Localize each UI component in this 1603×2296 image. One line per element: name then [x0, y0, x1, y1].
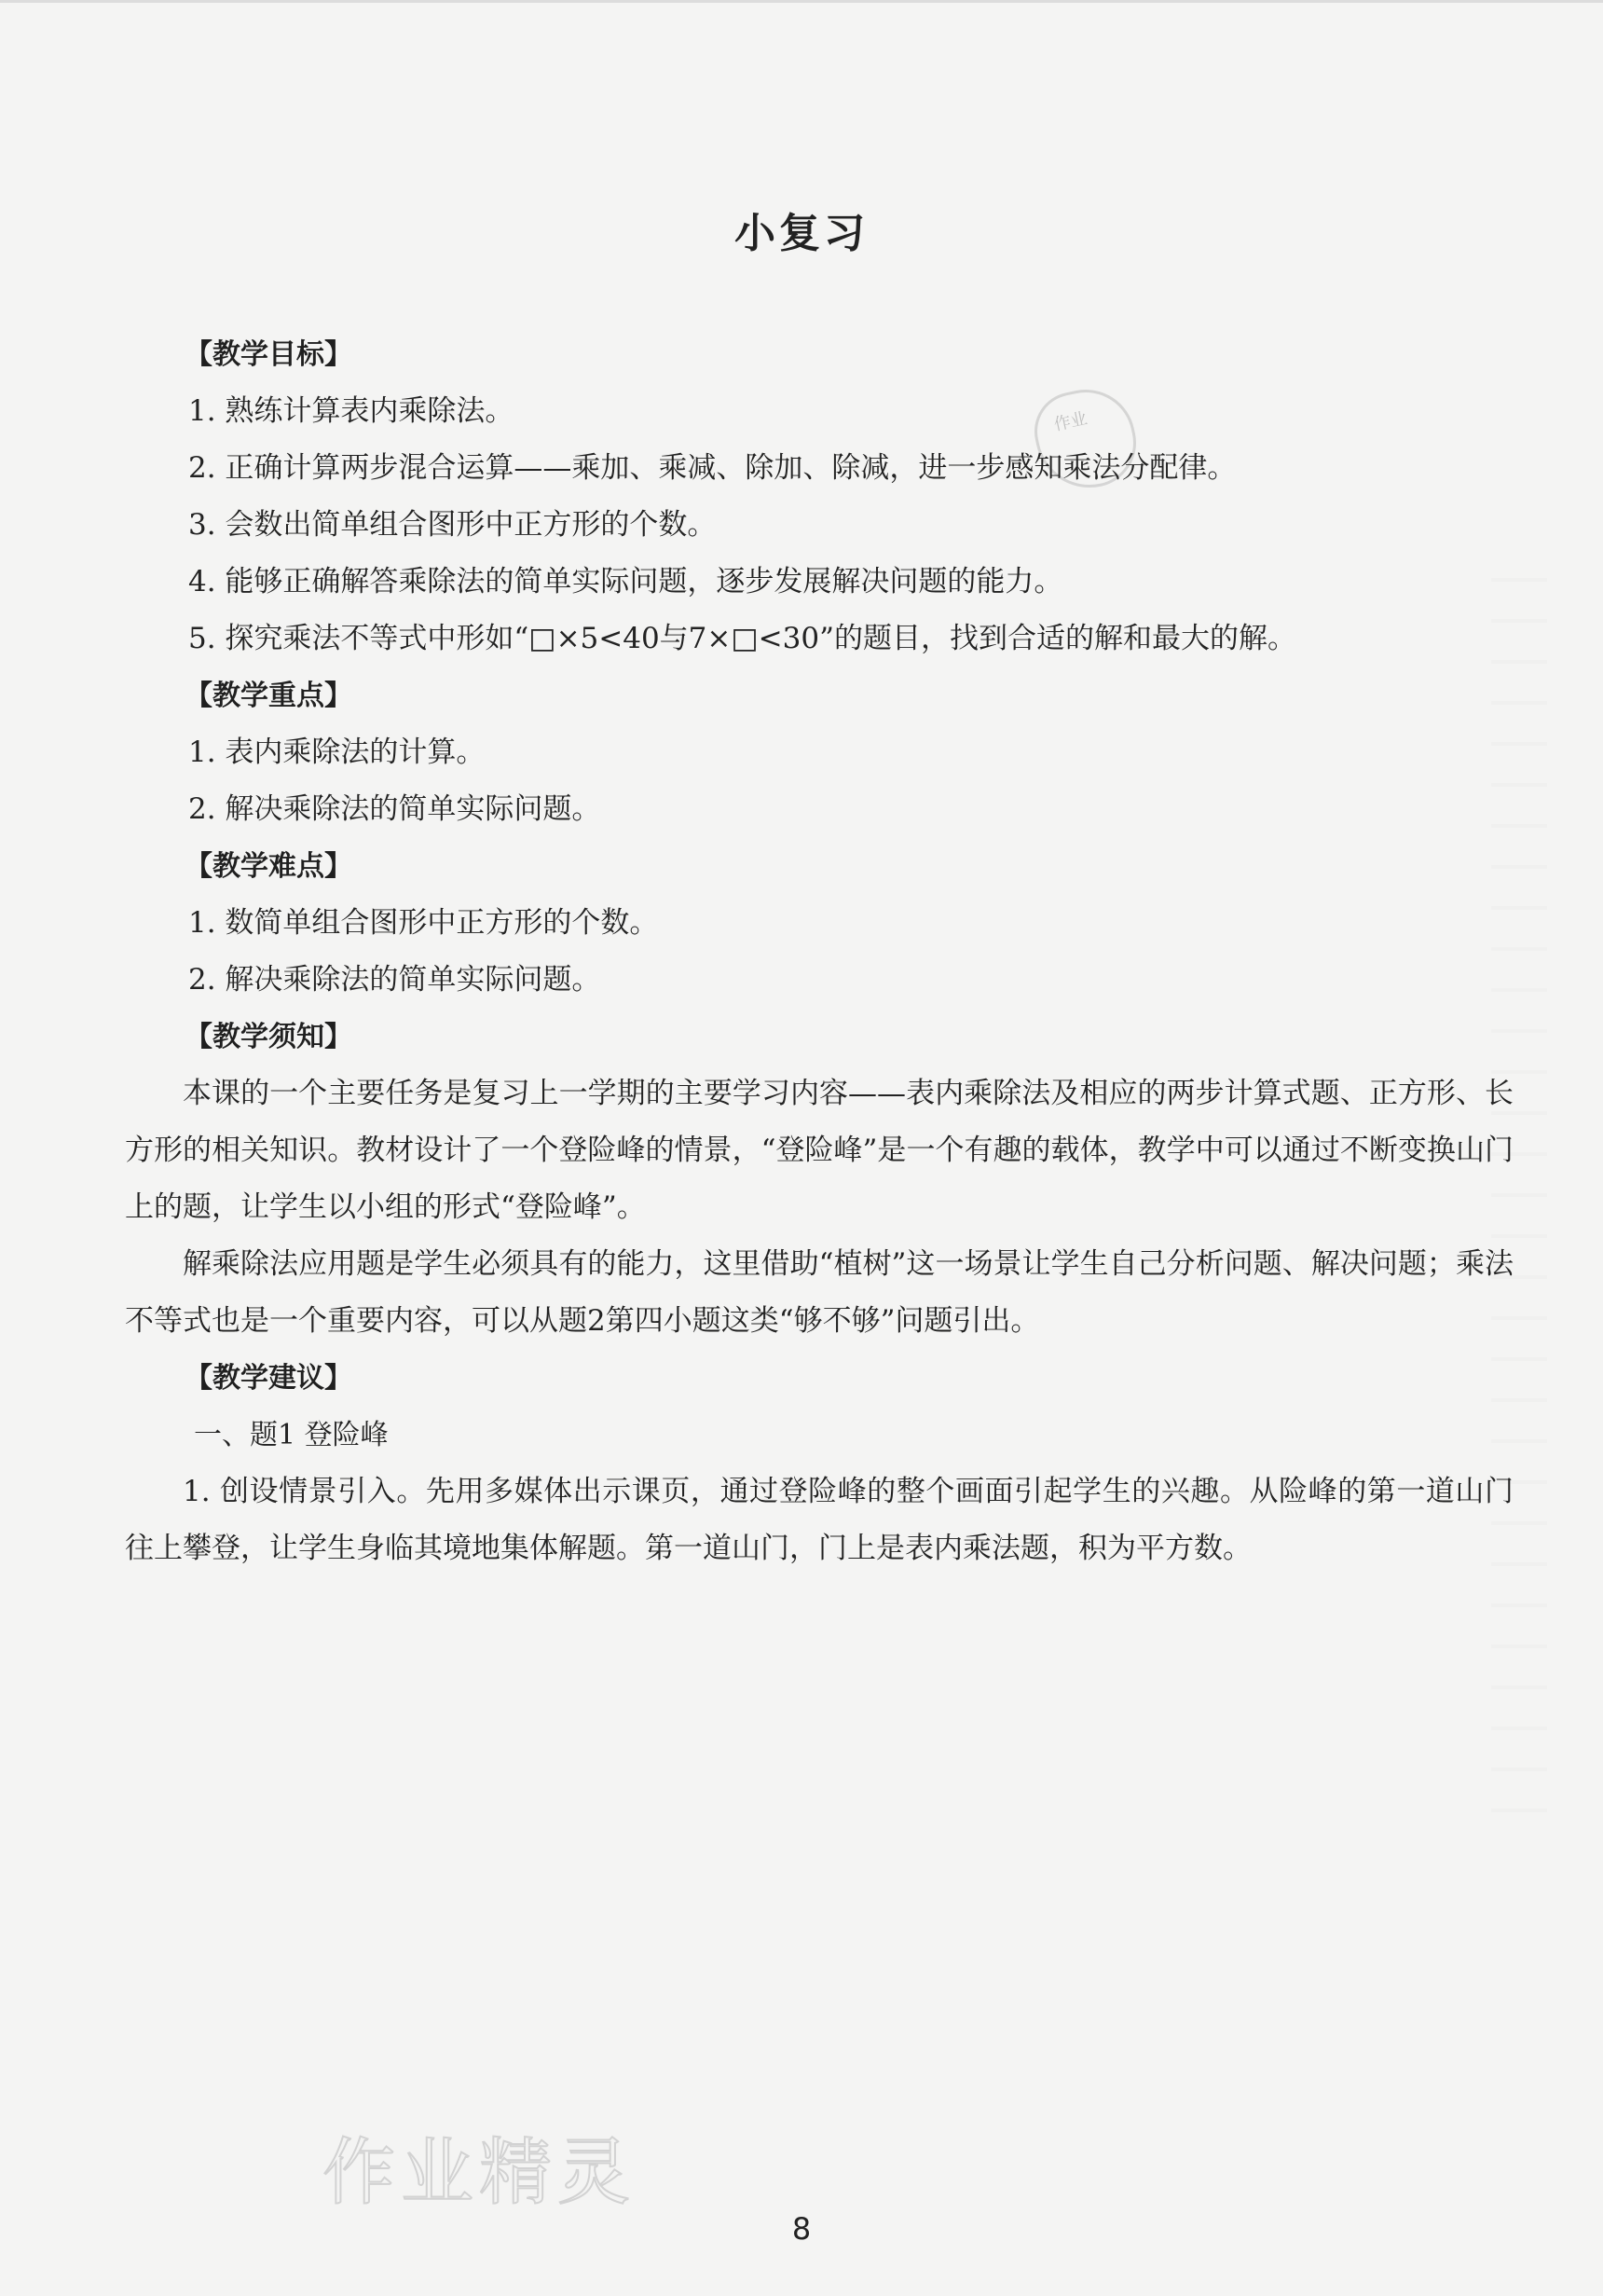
difficulty-item: 2. 解决乘除法的简单实际问题。	[188, 963, 601, 997]
notes-paragraph: 解乘除法应用题是学生必须具有的能力，这里借助“植树”这一场景让学生自己分析问题、解决问题；乘法不等式也是一个重要内容，可以从题2第四小题这类“够不够”问题引出。	[125, 1247, 1514, 1338]
heading-suggestions: 【教学建议】	[185, 1362, 352, 1395]
objective-item: 3. 会数出简单组合图形中正方形的个数。	[188, 508, 717, 542]
objective-item: 4. 能够正确解答乘除法的简单实际问题，逐步发展解决问题的能力。	[188, 565, 1063, 598]
watermark-stamp-label: 作业	[1052, 408, 1089, 435]
objective-item: 1. 熟练计算表内乘除法。	[188, 394, 514, 428]
heading-key-points: 【教学重点】	[185, 680, 352, 712]
suggestion-paragraph: 1. 创设情景引入。先用多媒体出示课页，通过登险峰的整个画面引起学生的兴趣。从险峰的第一道山门往上攀登，让学生身临其境地集体解题。第一道山门，门上是表内乘法题，积为平方数。	[125, 1475, 1514, 1565]
page-top-edge	[0, 0, 1603, 3]
watermark-bottom-logo: 作业精灵	[322, 2131, 637, 2215]
key-point-item: 2. 解决乘除法的简单实际问题。	[188, 792, 601, 826]
objective-item: 2. 正确计算两步混合运算——乘加、乘减、除加、除减，进一步感知乘法分配律。	[188, 451, 1237, 485]
document-body	[125, 326, 1514, 1577]
difficulty-item: 1. 数简单组合图形中正方形的个数。	[188, 906, 659, 940]
suggestion-subheading: 一、题1 登险峰	[194, 1419, 389, 1451]
heading-objectives: 【教学目标】	[185, 338, 352, 371]
heading-notes: 【教学须知】	[185, 1021, 352, 1053]
key-point-item: 1. 表内乘除法的计算。	[188, 736, 486, 769]
heading-difficulties: 【教学难点】	[185, 850, 352, 883]
notes-paragraph: 本课的一个主要任务是复习上一学期的主要学习内容——表内乘除法及相应的两步计算式题、正方形、长方形的相关知识。教材设计了一个登险峰的情景，“登险峰”是一个有趣的载体，教学中可以通过不断变换山门上的题，让学生以小组的形式“登险峰”。	[125, 1077, 1514, 1224]
page-title: 小复习	[734, 210, 869, 257]
objective-item: 5. 探究乘法不等式中形如“□×5<40与7×□<30”的题目，找到合适的解和最大的解。	[188, 622, 1296, 655]
page-number: 8	[791, 2211, 812, 2247]
